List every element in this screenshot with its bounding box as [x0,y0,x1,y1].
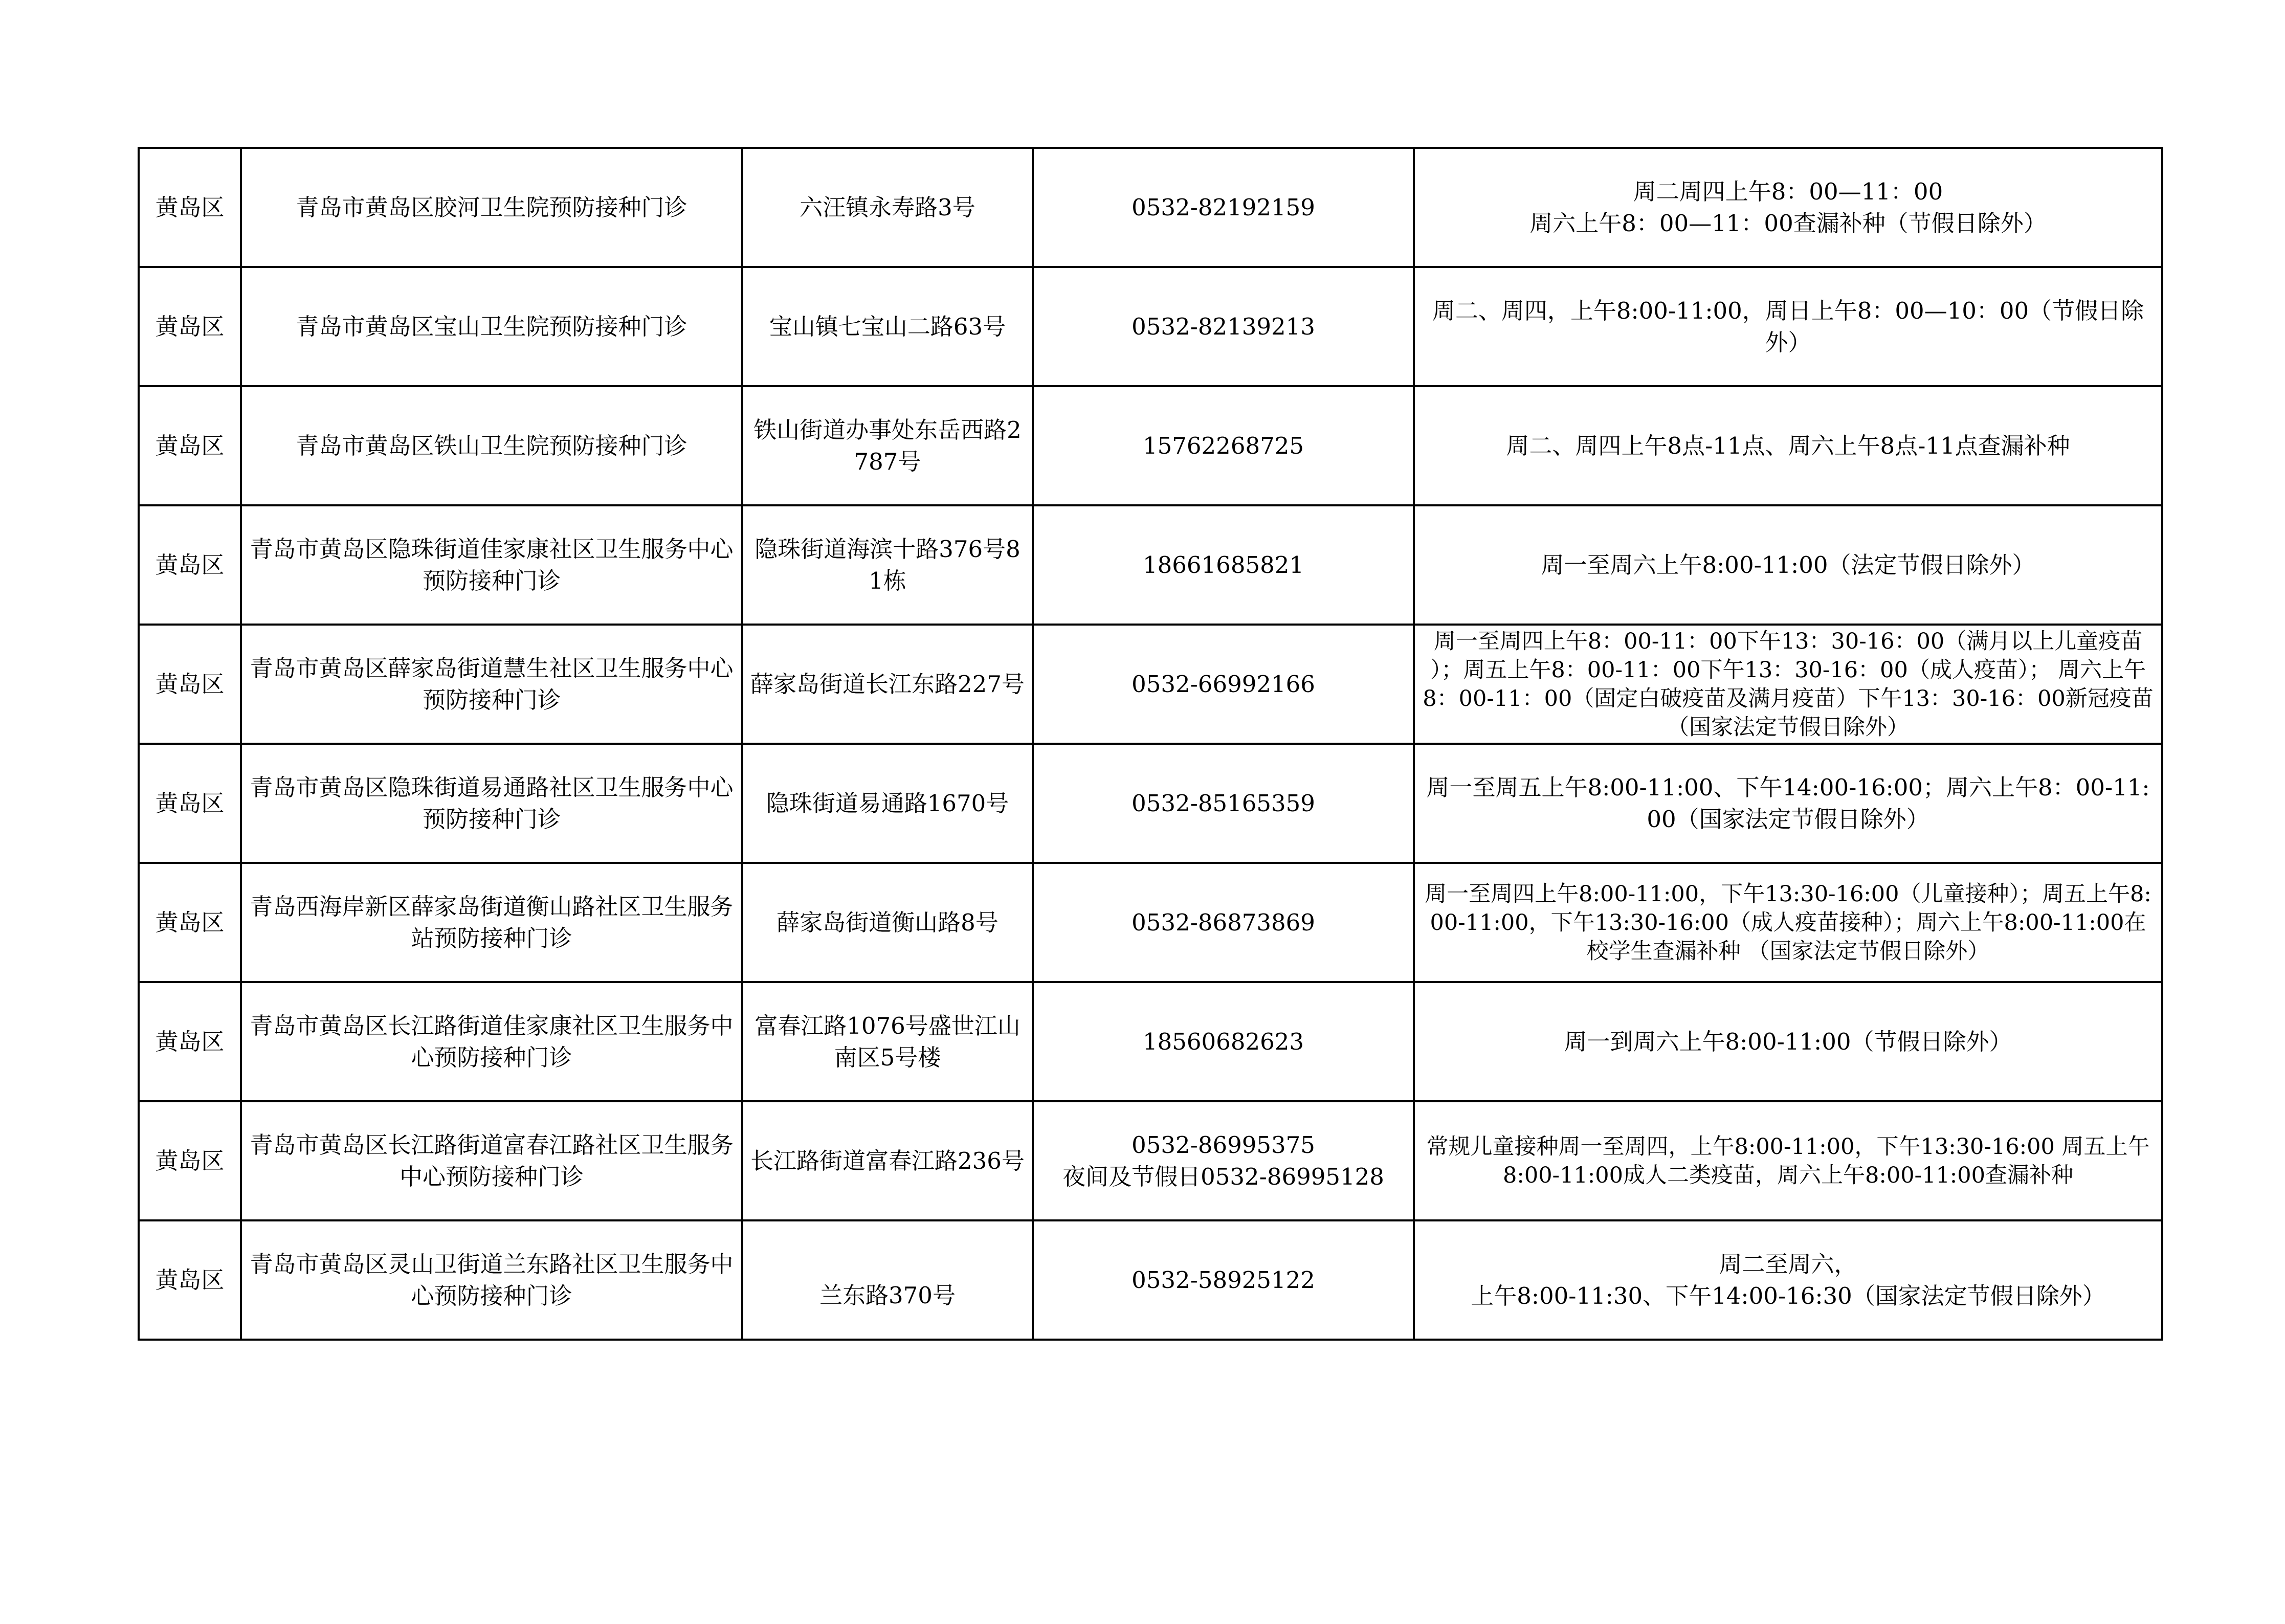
hours-line: 常规儿童接种周一至周四，上午8:00-11:00，下午13:30-16:00 周五上午8:00-11:00成人二类疫苗，周六上午8:00-11:00查漏补种 [1426,1133,2150,1188]
phone-line: 0532-86995375 [1132,1131,1315,1159]
address-cell: 宝山镇七宝山二路63号 [742,267,1033,386]
phone-cell [1033,744,1414,863]
district-cell: 黄岛区 [139,386,241,505]
district-cell: 黄岛区 [139,505,241,625]
clinic-name-cell: 青岛市黄岛区隐珠街道易通路社区卫生服务中心预防接种门诊 [241,744,742,863]
hours-cell [1414,148,2162,267]
phone-line: 18661685821 [1143,551,1304,579]
phone-cell [1033,625,1414,744]
district-cell: 黄岛区 [139,625,241,744]
clinic-name-cell: 青岛市黄岛区灵山卫街道兰东路社区卫生服务中心预防接种门诊 [241,1220,742,1340]
table-row [139,744,2162,863]
table-row [139,267,2162,386]
phone-line: 18560682623 [1143,1028,1304,1055]
hours-line: 周一至周六上午8:00-11:00（法定节假日除外） [1541,551,2035,579]
clinic-name-cell: 青岛市黄岛区胶河卫生院预防接种门诊 [241,148,742,267]
hours-cell [1414,1101,2162,1220]
address-cell: 六汪镇永寿路3号 [742,148,1033,267]
phone-line: 夜间及节假日0532-86995128 [1062,1163,1384,1190]
hours-cell [1414,863,2162,982]
address-cell: 薛家岛街道衡山路8号 [742,863,1033,982]
district-cell: 黄岛区 [139,982,241,1101]
hours-line: 周二至周六， [1719,1250,1857,1278]
clinic-name-cell: 青岛西海岸新区薛家岛街道衡山路社区卫生服务站预防接种门诊 [241,863,742,982]
clinic-name-cell: 青岛市黄岛区长江路街道佳家康社区卫生服务中心预防接种门诊 [241,982,742,1101]
phone-cell [1033,982,1414,1101]
clinic-name-cell: 青岛市黄岛区隐珠街道佳家康社区卫生服务中心预防接种门诊 [241,505,742,625]
address-cell: 隐珠街道易通路1670号 [742,744,1033,863]
address-line: 兰东路370号 [819,1281,956,1309]
clinic-name-cell: 青岛市黄岛区宝山卫生院预防接种门诊 [241,267,742,386]
hours-line: 周二、周四，上午8:00-11:00，周日上午8：00—10：00（节假日除外） [1432,297,2144,356]
phone-line: 0532-66992166 [1132,670,1315,698]
phone-cell [1033,267,1414,386]
hours-cell [1414,386,2162,505]
table-row [139,1101,2162,1220]
address-cell: 铁山街道办事处东岳西路2787号 [742,386,1033,505]
address-cell: 长江路街道富春江路236号 [742,1101,1033,1220]
district-cell: 黄岛区 [139,863,241,982]
address-cell [742,1220,1033,1340]
hours-line: 周一到周六上午8:00-11:00（节假日除外） [1564,1028,2012,1055]
hours-cell [1414,505,2162,625]
table-row [139,1220,2162,1340]
address-cell: 薛家岛街道长江东路227号 [742,625,1033,744]
clinic-name-cell: 青岛市黄岛区铁山卫生院预防接种门诊 [241,386,742,505]
address-cell: 富春江路1076号盛世江山南区5号楼 [742,982,1033,1101]
district-cell: 黄岛区 [139,1220,241,1340]
table-row [139,863,2162,982]
phone-line: 15762268725 [1143,432,1304,459]
phone-line: 0532-82192159 [1132,193,1315,221]
phone-cell [1033,863,1414,982]
phone-cell [1033,148,1414,267]
hours-line: 上午8:00-11:30、下午14:00-16:30（国家法定节假日除外） [1471,1282,2105,1309]
address-cell: 隐珠街道海滨十路376号81栋 [742,505,1033,625]
hours-cell [1414,267,2162,386]
table-row [139,148,2162,267]
phone-cell [1033,1220,1414,1340]
district-cell: 黄岛区 [139,267,241,386]
table-row [139,386,2162,505]
hours-line: 周六上午8：00—11：00查漏补种（节假日除外） [1529,209,2047,237]
phone-cell [1033,386,1414,505]
district-cell: 黄岛区 [139,1101,241,1220]
phone-cell [1033,1101,1414,1220]
hours-line: 周二周四上午8：00—11：00 [1633,177,1943,205]
clinic-table [138,147,2163,1341]
hours-line: 周二、周四上午8点-11点、周六上午8点-11点查漏补种 [1506,432,2070,459]
hours-cell [1414,982,2162,1101]
phone-line: 0532-58925122 [1132,1266,1315,1294]
hours-line: 周一至周四上午8：00-11：00下午13：30-16：00（满月以上儿童疫苗 ）；周五上午8：00-11：00下午13：30-16：00（成人疫苗）； 周六上午8：00-11：00（固定白破疫苗及满月疫苗）下午13：30-16：00新冠疫苗（国家法定节假日除外） [1423,628,2154,740]
clinic-name-cell: 青岛市黄岛区长江路街道富春江路社区卫生服务中心预防接种门诊 [241,1101,742,1220]
hours-cell [1414,625,2162,744]
hours-cell [1414,744,2162,863]
phone-line: 0532-86873869 [1132,908,1315,936]
district-cell: 黄岛区 [139,148,241,267]
hours-line: 周一至周五上午8:00-11:00、下午14:00-16:00；周六上午8：00-11:00（国家法定节假日除外） [1426,773,2150,833]
phone-cell [1033,505,1414,625]
hours-cell [1414,1220,2162,1340]
hours-line: 周一至周四上午8:00-11:00，下午13:30-16:00（儿童接种）；周五上午8:00-11:00，下午13:30-16:00（成人疫苗接种）；周六上午8:00-11:00在校学生查漏补种 （国家法定节假日除外） [1425,881,2151,964]
phone-line: 0532-85165359 [1132,789,1315,817]
phone-line: 0532-82139213 [1132,313,1315,340]
table-row [139,982,2162,1101]
table-row [139,505,2162,625]
table-row [139,625,2162,744]
district-cell: 黄岛区 [139,744,241,863]
clinic-name-cell: 青岛市黄岛区薛家岛街道慧生社区卫生服务中心预防接种门诊 [241,625,742,744]
